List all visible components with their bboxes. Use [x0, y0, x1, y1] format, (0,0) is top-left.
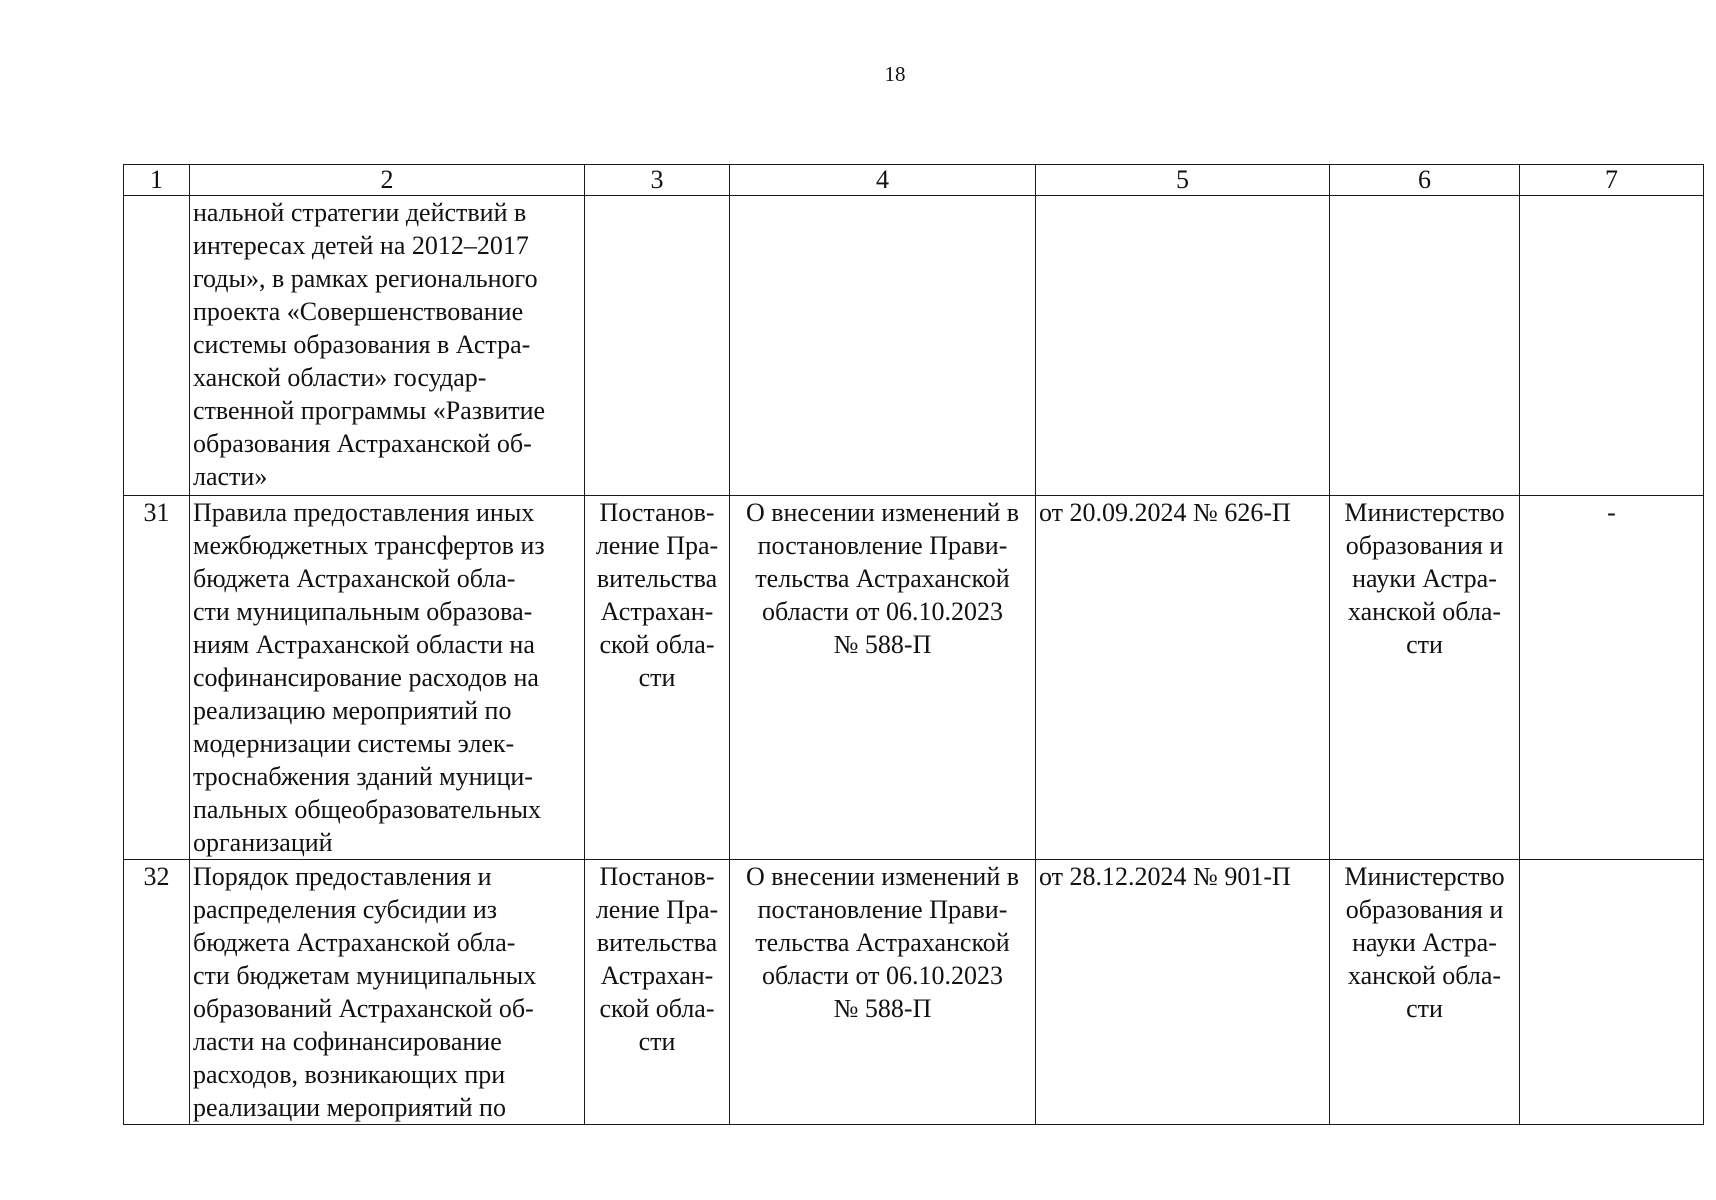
table-row — [124, 496, 1704, 860]
row-number: 31 — [124, 496, 190, 860]
act-type: Постанов- ление Пра- вительства Астрахан- ской обла- сти — [585, 860, 730, 1125]
act-name: Правила предоставления иных межбюджетных трансфертов из бюджета Астраханской обла- сти муниципальным образова- ниям Астраханской области на софинансирование расходов на реализацию мероприятий по модернизации системы элек- троснабжения зданий муници- пальных общеобразовательных организаций — [190, 496, 585, 860]
legal-acts-table — [123, 164, 1704, 1125]
act-type: Постанов- ление Пра- вительства Астрахан- ской обла- сти — [585, 496, 730, 860]
note: - — [1520, 496, 1704, 860]
act-date-number — [1036, 196, 1330, 496]
act-date-number: от 28.12.2024 № 901-П — [1036, 860, 1330, 1125]
act-date-number: от 20.09.2024 № 626-П — [1036, 496, 1330, 860]
responsible-authority: Министерство образования и науки Астра- ханской обла- сти — [1330, 860, 1520, 1125]
column-header: 3 — [585, 165, 730, 196]
act-type — [585, 196, 730, 496]
responsible-authority: Министерство образования и науки Астра- ханской обла- сти — [1330, 496, 1520, 860]
column-header: 4 — [730, 165, 1036, 196]
table-row — [124, 196, 1704, 496]
note — [1520, 860, 1704, 1125]
note — [1520, 196, 1704, 496]
act-name: нальной стратегии действий в интересах детей на 2012–2017 годы», в рамках регионального проекта «Совершенствование системы образования в Астра- ханской области» государ- ственной программы «Развитие образования Астраханской об- ласти» — [190, 196, 585, 496]
column-number-row — [124, 165, 1704, 196]
row-number — [124, 196, 190, 496]
column-header: 5 — [1036, 165, 1330, 196]
act-title — [730, 196, 1036, 496]
row-number: 32 — [124, 860, 190, 1125]
act-name: Порядок предоставления и распределения субсидии из бюджета Астраханской обла- сти бюджетам муниципальных образований Астраханской об- ласти на софинансирование расходов, возникающих при реализации мероприятий по — [190, 860, 585, 1125]
act-title: О внесении изменений в постановление Прави- тельства Астраханской области от 06.10.2023 № 588-П — [730, 496, 1036, 860]
column-header: 6 — [1330, 165, 1520, 196]
table-row — [124, 860, 1704, 1125]
responsible-authority — [1330, 196, 1520, 496]
column-header: 1 — [124, 165, 190, 196]
page-number: 18 — [884, 62, 906, 86]
column-header: 7 — [1520, 165, 1704, 196]
column-header: 2 — [190, 165, 585, 196]
act-title: О внесении изменений в постановление Прави- тельства Астраханской области от 06.10.2023 № 588-П — [730, 860, 1036, 1125]
